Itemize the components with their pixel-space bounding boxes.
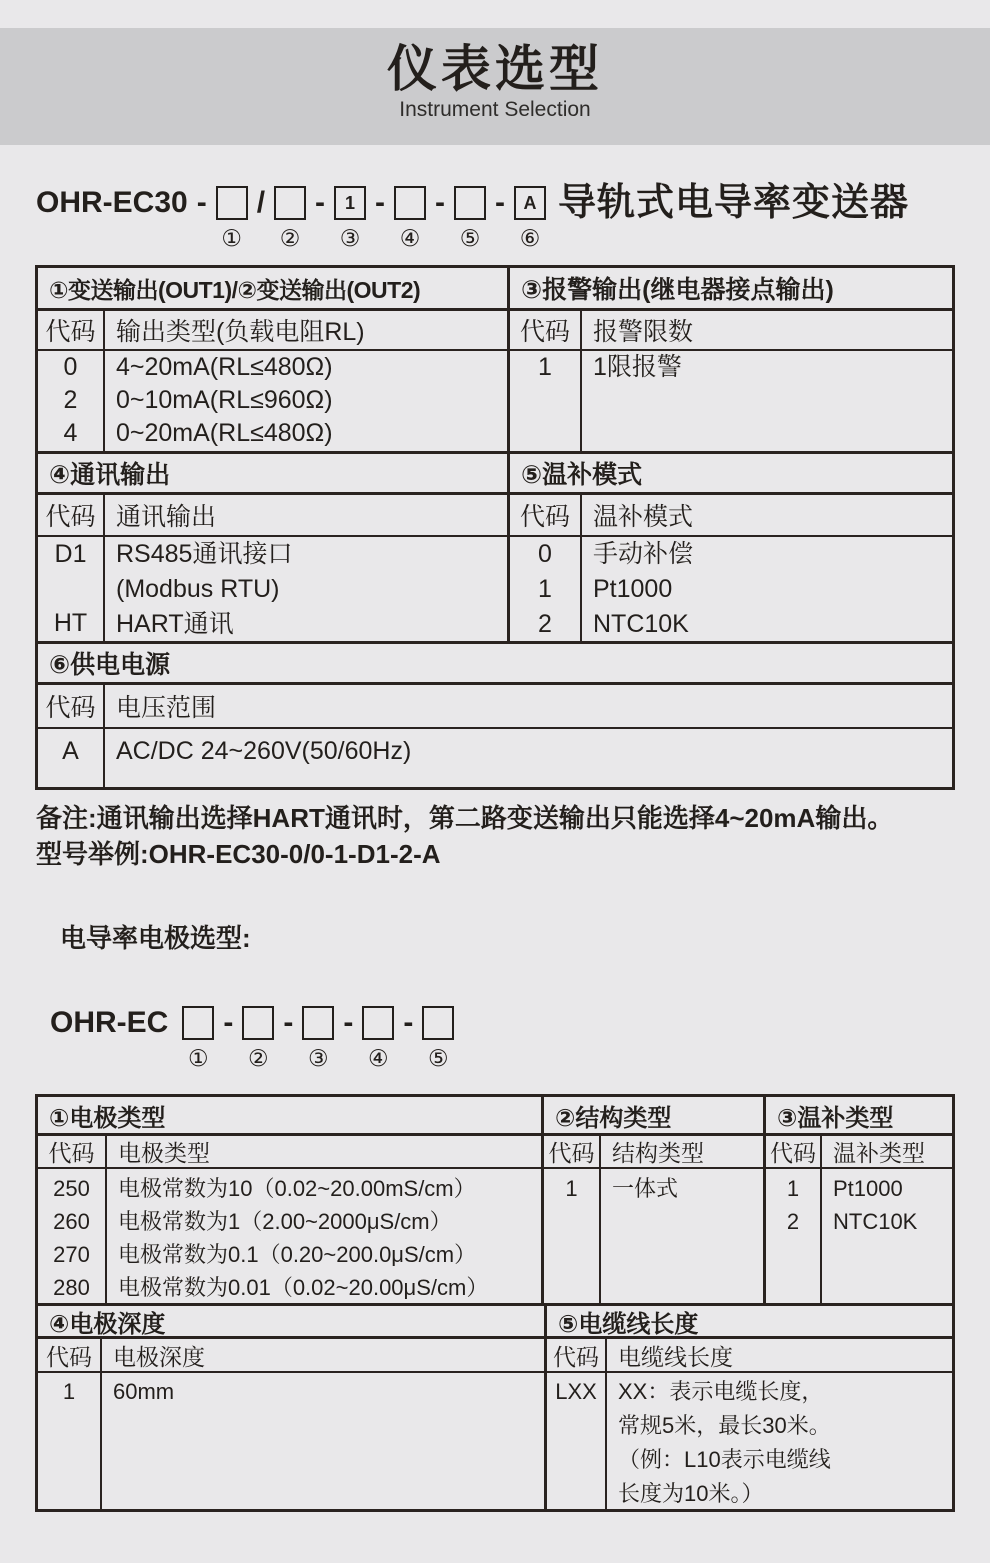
temp-codes xyxy=(510,537,582,644)
electrode-code: 260 xyxy=(53,1209,90,1234)
transmitter-selection-table xyxy=(35,265,955,790)
depth-label: 电极深度 xyxy=(102,1339,547,1373)
electrode-desc: 电极常数为0.01（0.02~20.00μS/cm） xyxy=(118,1275,489,1300)
electrode-model-code-line xyxy=(50,1006,454,1070)
alarm-code: 1 xyxy=(538,353,552,381)
code-box-4 xyxy=(362,1006,394,1040)
separator: - xyxy=(343,1006,354,1039)
section-header-tempmode: ⑤温补模式 xyxy=(510,454,952,495)
separator: - xyxy=(223,1006,234,1039)
temp-desc: 手动补偿 xyxy=(593,540,694,568)
model-example: 型号举例:OHR-EC30-0/0-1-D1-2-A xyxy=(36,839,441,869)
electrode-desc: 电极常数为1（2.00~2000μS/cm） xyxy=(118,1209,452,1234)
code-column-label: 代码 xyxy=(38,495,105,537)
alarm-codes xyxy=(510,351,582,454)
electrode-desc: 电极常数为10（0.02~20.00mS/cm） xyxy=(118,1176,476,1201)
column-header-row xyxy=(38,685,952,729)
electrode-codes xyxy=(38,1169,107,1306)
output-desc: 0~20mA(RL≤480Ω) xyxy=(116,419,333,447)
electrode-code: 270 xyxy=(53,1242,90,1267)
marker-1: ① xyxy=(188,1045,209,1071)
structure-descriptions xyxy=(601,1169,766,1306)
separator: - xyxy=(196,186,207,219)
marker-3: ③ xyxy=(308,1045,329,1071)
power-desc: AC/DC 24~260V(50/60Hz) xyxy=(116,737,412,765)
code-box-5 xyxy=(422,1006,454,1040)
notes-block xyxy=(36,800,956,872)
model-prefix: OHR-EC xyxy=(50,1006,169,1039)
code-box-1 xyxy=(216,186,248,220)
comm-type-label: 通讯输出 xyxy=(105,495,510,537)
section-header-alarm: ③报警输出(继电器接点输出) xyxy=(510,268,952,311)
model-slot-1 xyxy=(216,186,248,250)
model-suffix: 导轨式电导率变送器 xyxy=(558,182,910,224)
remark-note: 备注:通讯输出选择HART通讯时，第二路变送输出只能选择4~20mA输出。 xyxy=(36,803,894,833)
temp-code: 2 xyxy=(538,610,552,638)
comm-data-block xyxy=(38,537,952,644)
separator: - xyxy=(495,186,506,219)
structure-desc: 一体式 xyxy=(612,1176,679,1201)
code-box-1 xyxy=(182,1006,214,1040)
title-banner xyxy=(0,28,990,145)
electrode-desc: 电极常数为0.1（0.20~200.0μS/cm） xyxy=(118,1242,477,1267)
temp-code: 1 xyxy=(538,575,552,603)
marker-4: ④ xyxy=(399,225,421,251)
tempcomp-code: 2 xyxy=(786,1209,800,1234)
output-data-block xyxy=(38,351,952,454)
model-slot-3 xyxy=(334,186,366,250)
tempcomp-codes xyxy=(766,1169,822,1306)
marker-4: ④ xyxy=(368,1045,389,1071)
model-slot-1 xyxy=(182,1006,214,1070)
cable-codes xyxy=(547,1373,607,1509)
comm-desc: (Modbus RTU) xyxy=(116,575,280,603)
transmitter-model-code-line xyxy=(36,182,910,251)
separator: - xyxy=(403,1006,414,1039)
model-slot-2 xyxy=(242,1006,274,1070)
output-descriptions xyxy=(105,351,510,454)
section-header-row xyxy=(38,1097,952,1136)
code-box-6: A xyxy=(514,186,546,220)
cable-desc-line: XX：表示电缆长度， xyxy=(618,1379,824,1404)
code-box-5 xyxy=(454,186,486,220)
column-header-row xyxy=(38,311,952,351)
electrode-code: 250 xyxy=(53,1176,90,1201)
section-header-depth: ④电极深度 xyxy=(38,1306,547,1339)
code-column-label: 代码 xyxy=(38,1136,107,1169)
structure-codes xyxy=(544,1169,601,1306)
separator: - xyxy=(283,1006,294,1039)
output-type-label: 输出类型(负载电阻RL) xyxy=(105,311,510,351)
alarm-desc: 1限报警 xyxy=(593,353,682,381)
code-column-label: 代码 xyxy=(547,1339,607,1373)
model-slot-3 xyxy=(302,1006,334,1070)
marker-5: ⑤ xyxy=(428,1045,449,1071)
separator: - xyxy=(315,186,326,219)
section-header-row xyxy=(38,454,952,495)
output-code: 2 xyxy=(63,386,78,414)
separator: - xyxy=(435,186,446,219)
output-code: 4 xyxy=(63,419,78,447)
cable-descriptions xyxy=(607,1373,952,1509)
tempcomp-type-label: 温补类型 xyxy=(822,1136,952,1169)
tempcomp-descriptions xyxy=(822,1169,952,1306)
section-header-row xyxy=(38,1306,952,1339)
column-header-row xyxy=(38,1136,952,1169)
separator: / xyxy=(256,186,266,219)
comm-code: HT xyxy=(53,609,88,637)
alarm-limit-label: 报警限数 xyxy=(582,311,952,351)
electrode-type-label: 电极类型 xyxy=(107,1136,544,1169)
temp-desc: NTC10K xyxy=(593,610,689,638)
cable-desc-line: 常规5米，最长30米。 xyxy=(618,1413,831,1438)
page-title: 仪表选型 xyxy=(387,41,603,97)
section-header-electrode: ①电极类型 xyxy=(38,1097,544,1136)
code-column-label: 代码 xyxy=(766,1136,822,1169)
comm-descriptions xyxy=(105,537,510,644)
code-box-4 xyxy=(394,186,426,220)
depth-codes xyxy=(38,1373,102,1509)
electrode-data-block xyxy=(38,1169,952,1306)
depth-code: 1 xyxy=(62,1379,76,1404)
electrode-descriptions xyxy=(107,1169,544,1306)
cable-desc-line: 长度为10米。） xyxy=(618,1481,764,1506)
structure-type-label: 结构类型 xyxy=(601,1136,766,1169)
temp-descriptions xyxy=(582,537,952,644)
code-column-label: 代码 xyxy=(544,1136,601,1169)
marker-3: ③ xyxy=(339,225,361,251)
cable-length-label: 电缆线长度 xyxy=(607,1339,952,1373)
code-box-3 xyxy=(302,1006,334,1040)
comm-code: D1 xyxy=(54,540,87,568)
cable-code: LXX xyxy=(555,1379,597,1404)
section-header-comm: ④通讯输出 xyxy=(38,454,510,495)
comm-code-spacer xyxy=(38,572,103,606)
column-header-row xyxy=(38,1339,952,1373)
power-data-block xyxy=(38,729,952,787)
code-box-2 xyxy=(274,186,306,220)
model-slot-5 xyxy=(422,1006,454,1070)
marker-2: ② xyxy=(279,225,301,251)
code-column-label: 代码 xyxy=(38,685,105,729)
tempcomp-desc: Pt1000 xyxy=(833,1176,903,1201)
alarm-descriptions xyxy=(582,351,952,454)
tempcomp-desc: NTC10K xyxy=(833,1209,918,1234)
electrode-code: 280 xyxy=(53,1275,90,1300)
marker-1: ① xyxy=(221,225,243,251)
power-code: A xyxy=(38,729,105,787)
section-header-cable: ⑤电缆线长度 xyxy=(547,1306,952,1339)
section-header-tempcomp: ③温补类型 xyxy=(766,1097,952,1136)
code-column-label: 代码 xyxy=(38,1339,102,1373)
depth-desc: 60mm xyxy=(113,1379,175,1404)
model-slot-5 xyxy=(454,186,486,250)
output-codes xyxy=(38,351,105,454)
model-slot-4 xyxy=(362,1006,394,1070)
electrode-selection-heading: 电导率电极选型: xyxy=(60,923,251,953)
section-header-output: ①变送输出(OUT1)/②变送输出(OUT2) xyxy=(38,268,510,311)
depth-cable-data-block xyxy=(38,1373,952,1509)
comm-codes xyxy=(38,537,105,644)
code-box-2 xyxy=(242,1006,274,1040)
separator: - xyxy=(375,186,386,219)
code-column-label: 代码 xyxy=(510,495,582,537)
model-slot-6 xyxy=(514,186,546,250)
code-box-3: 1 xyxy=(334,186,366,220)
section-header-structure: ②结构类型 xyxy=(544,1097,766,1136)
section-header-power: ⑥供电电源 xyxy=(38,644,952,685)
section-header-row xyxy=(38,268,952,311)
tempcomp-code: 1 xyxy=(786,1176,800,1201)
column-header-row xyxy=(38,495,952,537)
cable-desc-line: （例：L10表示电缆线 xyxy=(618,1447,831,1472)
page-subtitle: Instrument Selection xyxy=(399,98,591,121)
temp-code: 0 xyxy=(538,540,552,568)
electrode-selection-table xyxy=(35,1094,955,1512)
marker-6: ⑥ xyxy=(519,225,541,251)
comm-desc: HART通讯 xyxy=(116,610,234,638)
model-slot-4 xyxy=(394,186,426,250)
marker-5: ⑤ xyxy=(459,225,481,251)
section-header-row xyxy=(38,644,952,685)
output-code: 0 xyxy=(63,353,78,381)
voltage-range-label: 电压范围 xyxy=(105,685,952,729)
comm-desc: RS485通讯接口 xyxy=(116,540,293,568)
model-prefix: OHR-EC30 xyxy=(36,186,188,219)
temp-desc: Pt1000 xyxy=(593,575,673,603)
code-column-label: 代码 xyxy=(510,311,582,351)
output-desc: 4~20mA(RL≤480Ω) xyxy=(116,353,333,381)
temp-mode-label: 温补模式 xyxy=(582,495,952,537)
depth-descriptions xyxy=(102,1373,547,1509)
model-slot-2 xyxy=(274,186,306,250)
code-column-label: 代码 xyxy=(38,311,105,351)
marker-2: ② xyxy=(248,1045,269,1071)
structure-code: 1 xyxy=(565,1176,578,1201)
output-desc: 0~10mA(RL≤960Ω) xyxy=(116,386,333,414)
